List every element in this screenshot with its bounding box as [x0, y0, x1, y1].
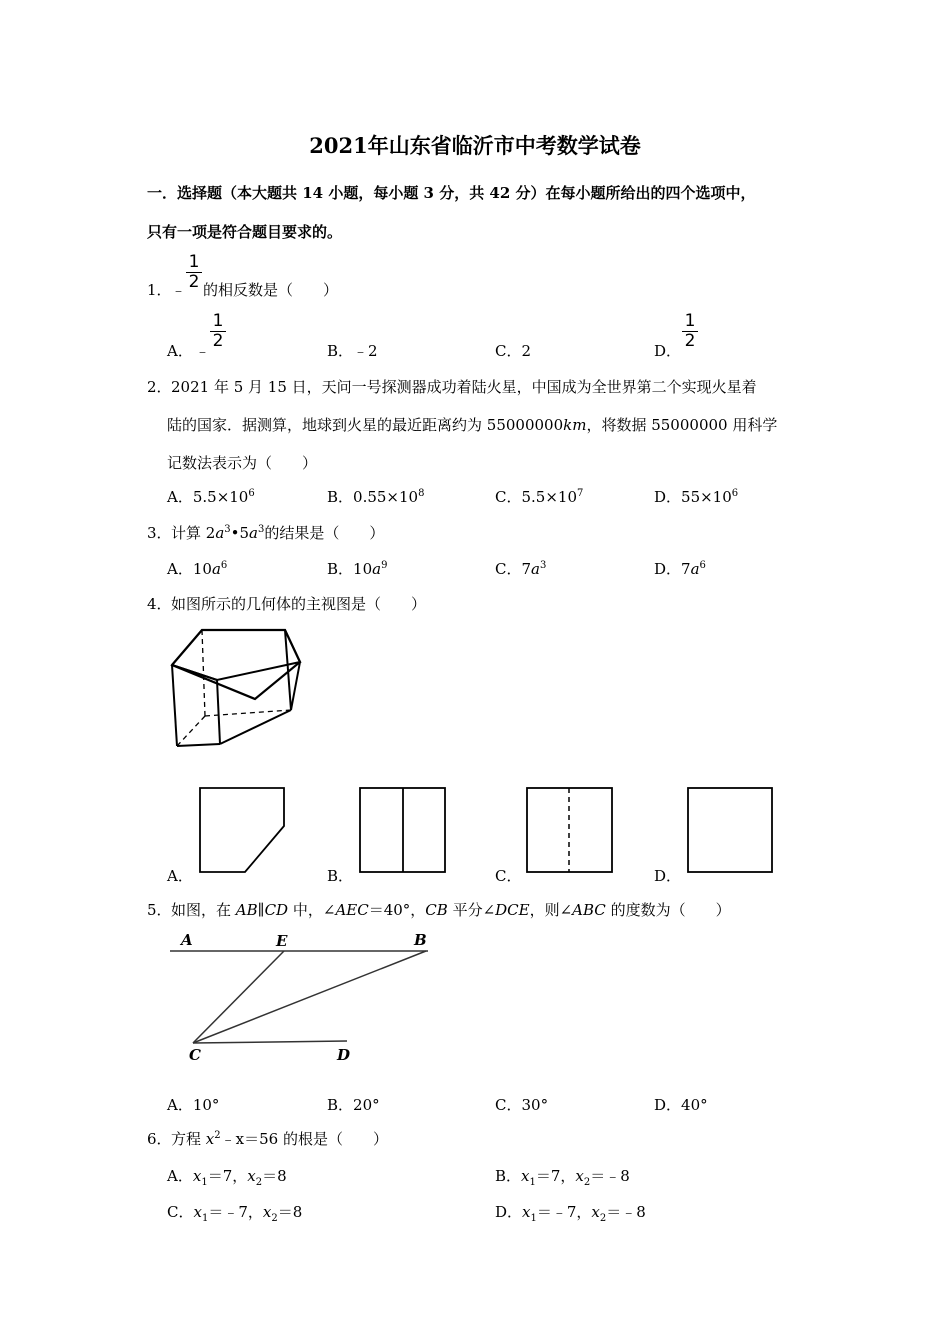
q5-option-a[interactable]: A．10°	[167, 1096, 220, 1114]
q5-label-a: A	[181, 931, 193, 949]
q6-option-c[interactable]: C．$x_1=﹣7$，$x_2=8$	[167, 1203, 303, 1224]
q4-option-b-label[interactable]: B．	[327, 867, 354, 885]
q2-line1: 2021 年 5 月 15 日，天问一号探测器成功着陆火星，中国成为全世界第二个实现火星着	[171, 378, 757, 396]
q4-text: 如图所示的几何体的主视图是（ ）	[171, 595, 427, 613]
q2-line3: 记数法表示为（ ）	[167, 454, 318, 472]
q2-option-b[interactable]: B．$0.55\times 10^8$	[327, 488, 425, 506]
q5-option-d[interactable]: D．40°	[654, 1096, 708, 1114]
section-header-line1: 一．选择题（本大题共 14 小题，每小题 3 分，共 42 分）在每小题所给出的四个选项中，	[147, 184, 756, 202]
q1-option-d-label[interactable]: D．	[654, 342, 682, 360]
q3-option-d[interactable]: D．$7a^6$	[654, 560, 706, 578]
q2-option-a[interactable]: A．$5.5\times 10^6$	[167, 488, 255, 506]
q4-number: 4．	[147, 595, 172, 613]
q1-sign: ﹣	[171, 281, 187, 299]
q2-line2: 陆的国家．据测算，地球到火星的最近距离约为 55000000km，将数据 55000000 用科学	[167, 416, 778, 434]
q5-label-c: C	[189, 1046, 201, 1064]
q2-number: 2．	[147, 378, 172, 396]
section-header-line2: 只有一项是符合题目要求的。	[147, 223, 343, 241]
q1-option-a-sign: ﹣	[195, 342, 211, 360]
q5-number: 5．	[147, 901, 172, 919]
q1-option-d-den: 2	[684, 331, 696, 351]
q6-option-d[interactable]: D．$x_1=﹣7$，$x_2=﹣8$	[495, 1203, 646, 1224]
q1-frac-num: 1	[188, 252, 200, 272]
q3-text: 计算 $2a^3•5a^3$的结果是（ ）	[171, 524, 385, 542]
q3-option-a[interactable]: A．$10a^6$	[167, 560, 228, 578]
q5-label-e: E	[276, 932, 288, 950]
page-title: 2021年山东省临沂市中考数学试卷	[309, 133, 641, 158]
q5-text: 如图，在 AB∥CD 中，∠AEC＝40°，CB 平分∠DCE，则∠ABC 的度数为（ ）	[171, 901, 731, 919]
q1-option-d-num: 1	[684, 311, 696, 331]
q1-text: 的相反数是（ ）	[203, 281, 339, 299]
q1-option-b[interactable]: B．﹣2	[327, 342, 378, 360]
q1-option-a-label[interactable]: A．	[167, 342, 193, 360]
q1-option-a-den: 2	[212, 331, 224, 351]
q1-option-a-num: 1	[212, 311, 224, 331]
q3-number: 3．	[147, 524, 172, 542]
q3-option-b[interactable]: B．$10a^9$	[327, 560, 388, 578]
q4-option-c-label[interactable]: C．	[495, 867, 522, 885]
q6-text: 方程 $x^2﹣x=56$ 的根是（ ）	[171, 1130, 388, 1148]
q6-number: 6．	[147, 1130, 172, 1148]
q1-number: 1．	[147, 281, 172, 299]
q2-option-d[interactable]: D．$55\times 10^6$	[654, 488, 739, 506]
q2-option-c[interactable]: C．$5.5\times 10^7$	[495, 488, 584, 506]
q5-option-b[interactable]: B．20°	[327, 1096, 380, 1114]
q5-label-d: D	[337, 1046, 351, 1064]
q5-label-b: B	[414, 931, 427, 949]
q3-option-c[interactable]: C．$7a^3$	[495, 560, 547, 578]
q4-option-d-label[interactable]: D．	[654, 867, 682, 885]
q5-option-c[interactable]: C．30°	[495, 1096, 549, 1114]
q4-option-a-label[interactable]: A．	[167, 867, 193, 885]
q1-option-c[interactable]: C．2	[495, 342, 532, 360]
q6-option-b[interactable]: B．$x_1=7$，$x_2=﹣8$	[495, 1167, 630, 1188]
q6-option-a[interactable]: A．$x_1=7$，$x_2=8$	[167, 1167, 287, 1188]
q1-frac-den: 2	[188, 272, 200, 292]
